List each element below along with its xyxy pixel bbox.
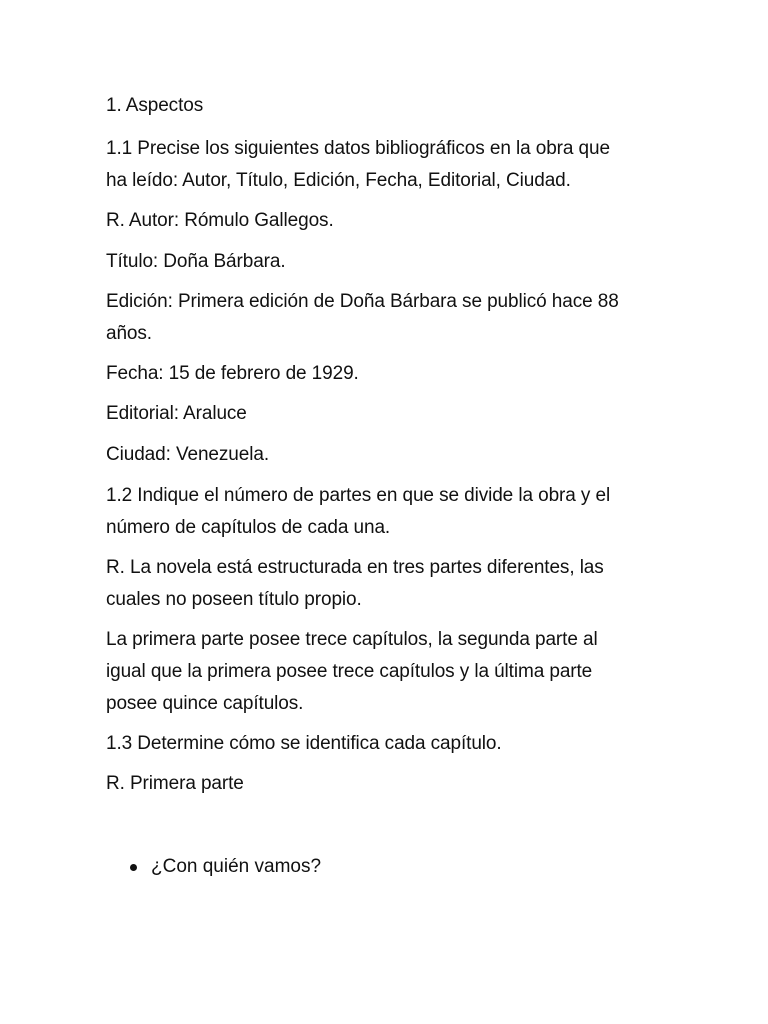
answer-primera-parte: R. Primera parte [106,773,244,794]
bullet-icon [130,864,137,871]
paragraph-partes-line-2: igual que la primera posee trece capítulos y la última parte [106,661,593,682]
question-1-3: 1.3 Determine cómo se identifica cada capítulo. [106,733,502,754]
answer-1-2-line-1: R. La novela está estructurada en tres partes diferentes, las [106,557,604,578]
question-1-2-line-2: número de capítulos de cada una. [106,517,391,538]
question-1-1-line-2: ha leído: Autor, Título, Edición, Fecha, Editorial, Ciudad. [106,170,571,191]
answer-autor: R. Autor: Rómulo Gallegos. [106,210,334,231]
heading-aspectos: 1. Aspectos [106,95,204,116]
question-1-2-line-1: 1.2 Indique el número de partes en que se divide la obra y el [106,485,611,506]
paragraph-partes-line-3: posee quince capítulos. [106,693,304,714]
bullet-item [130,855,321,879]
answer-ciudad: Ciudad: Venezuela. [106,444,269,465]
answer-editorial: Editorial: Araluce [106,403,247,424]
answer-titulo: Título: Doña Bárbara. [106,251,286,272]
paragraph-partes-line-1: La primera parte posee trece capítulos, la segunda parte al [106,629,598,650]
answer-1-2-line-2: cuales no poseen título propio. [106,589,362,610]
bullet-text: ¿Con quién vamos? [151,856,322,877]
answer-fecha: Fecha: 15 de febrero de 1929. [106,363,359,384]
answer-edicion-line-1: Edición: Primera edición de Doña Bárbara se publicó hace 88 [106,291,619,312]
question-1-1-line-1: 1.1 Precise los siguientes datos bibliográficos en la obra que [106,138,610,159]
answer-edicion-line-2: años. [106,323,152,344]
